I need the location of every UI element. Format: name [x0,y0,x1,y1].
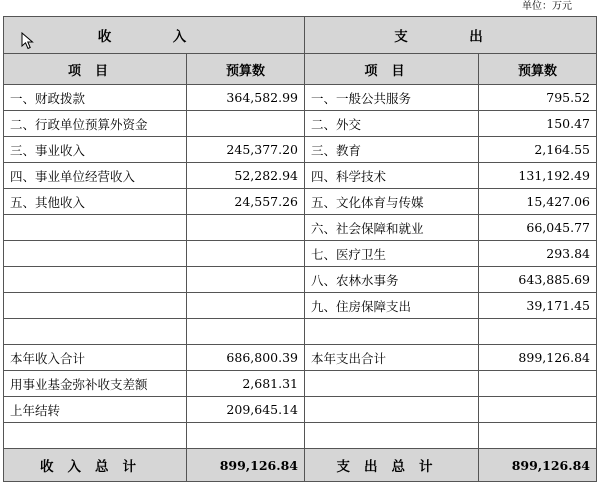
expense-label: 一、一般公共服务 [305,85,479,111]
expense-total-label: 支出总计 [305,449,479,482]
expense-budget-header: 预算数 [479,54,597,85]
income-value [187,293,305,319]
income-value [187,241,305,267]
expense-value: 66,045.77 [479,215,597,241]
expense-value: 643,885.69 [479,267,597,293]
expense-value: 2,164.55 [479,137,597,163]
expense-value: 795.52 [479,85,597,111]
expense-item-header: 项目 [305,54,479,85]
income-value [187,423,305,449]
income-value: 52,282.94 [187,163,305,189]
expense-label: 四、科学技术 [305,163,479,189]
table-row [4,163,597,189]
table-row [4,267,597,293]
income-value [187,319,305,345]
income-budget-header: 预算数 [187,54,305,85]
income-value [187,215,305,241]
expense-label: 九、住房保障支出 [305,293,479,319]
income-label: 四、事业单位经营收入 [4,163,187,189]
total-row [4,449,597,482]
table-row [4,371,597,397]
income-value: 209,645.14 [187,397,305,423]
expense-value [479,319,597,345]
header-row [4,54,597,85]
income-label [4,293,187,319]
expense-label [305,319,479,345]
expense-label: 八、农林水事务 [305,267,479,293]
expense-label [305,371,479,397]
income-total-label: 收入总计 [4,449,187,482]
expense-label: 五、文化体育与传媒 [305,189,479,215]
income-label [4,241,187,267]
income-label: 本年收入合计 [4,345,187,371]
expense-label: 本年支出合计 [305,345,479,371]
expense-title: 支 出 [305,17,597,54]
table-row [4,111,597,137]
income-label [4,215,187,241]
expense-label: 七、医疗卫生 [305,241,479,267]
expense-label [305,423,479,449]
income-value: 686,800.39 [187,345,305,371]
income-item-header: 项目 [4,54,187,85]
expense-value: 899,126.84 [479,345,597,371]
expense-value: 39,171.45 [479,293,597,319]
expense-total-value: 899,126.84 [479,449,597,482]
expense-value: 15,427.06 [479,189,597,215]
table-row [4,241,597,267]
income-value: 24,557.26 [187,189,305,215]
income-label [4,423,187,449]
title-row [4,17,597,54]
expense-value [479,423,597,449]
expense-value [479,371,597,397]
table-row [4,397,597,423]
expense-value: 293.84 [479,241,597,267]
income-value [187,267,305,293]
expense-label: 二、外交 [305,111,479,137]
mouse-cursor-icon [21,32,35,50]
unit-label: 单位：万元 [522,1,572,12]
income-value: 245,377.20 [187,137,305,163]
table-row [4,319,597,345]
income-label: 一、财政拨款 [4,85,187,111]
income-value [187,111,305,137]
income-label: 三、事业收入 [4,137,187,163]
expense-value: 131,192.49 [479,163,597,189]
income-label: 用事业基金弥补收支差额 [4,371,187,397]
table-row [4,137,597,163]
expense-label: 六、社会保障和就业 [305,215,479,241]
income-title: 收 入 [4,17,305,54]
table-row [4,215,597,241]
budget-table [3,16,597,482]
income-label: 五、其他收入 [4,189,187,215]
table-row [4,293,597,319]
expense-value: 150.47 [479,111,597,137]
income-label [4,319,187,345]
income-total-value: 899,126.84 [187,449,305,482]
income-label: 二、行政单位预算外资金 [4,111,187,137]
income-label: 上年结转 [4,397,187,423]
income-value: 2,681.31 [187,371,305,397]
table-row [4,423,597,449]
income-value: 364,582.99 [187,85,305,111]
income-label [4,267,187,293]
table-row [4,85,597,111]
expense-value [479,397,597,423]
expense-label [305,397,479,423]
expense-label: 三、教育 [305,137,479,163]
table-row [4,345,597,371]
table-row [4,189,597,215]
